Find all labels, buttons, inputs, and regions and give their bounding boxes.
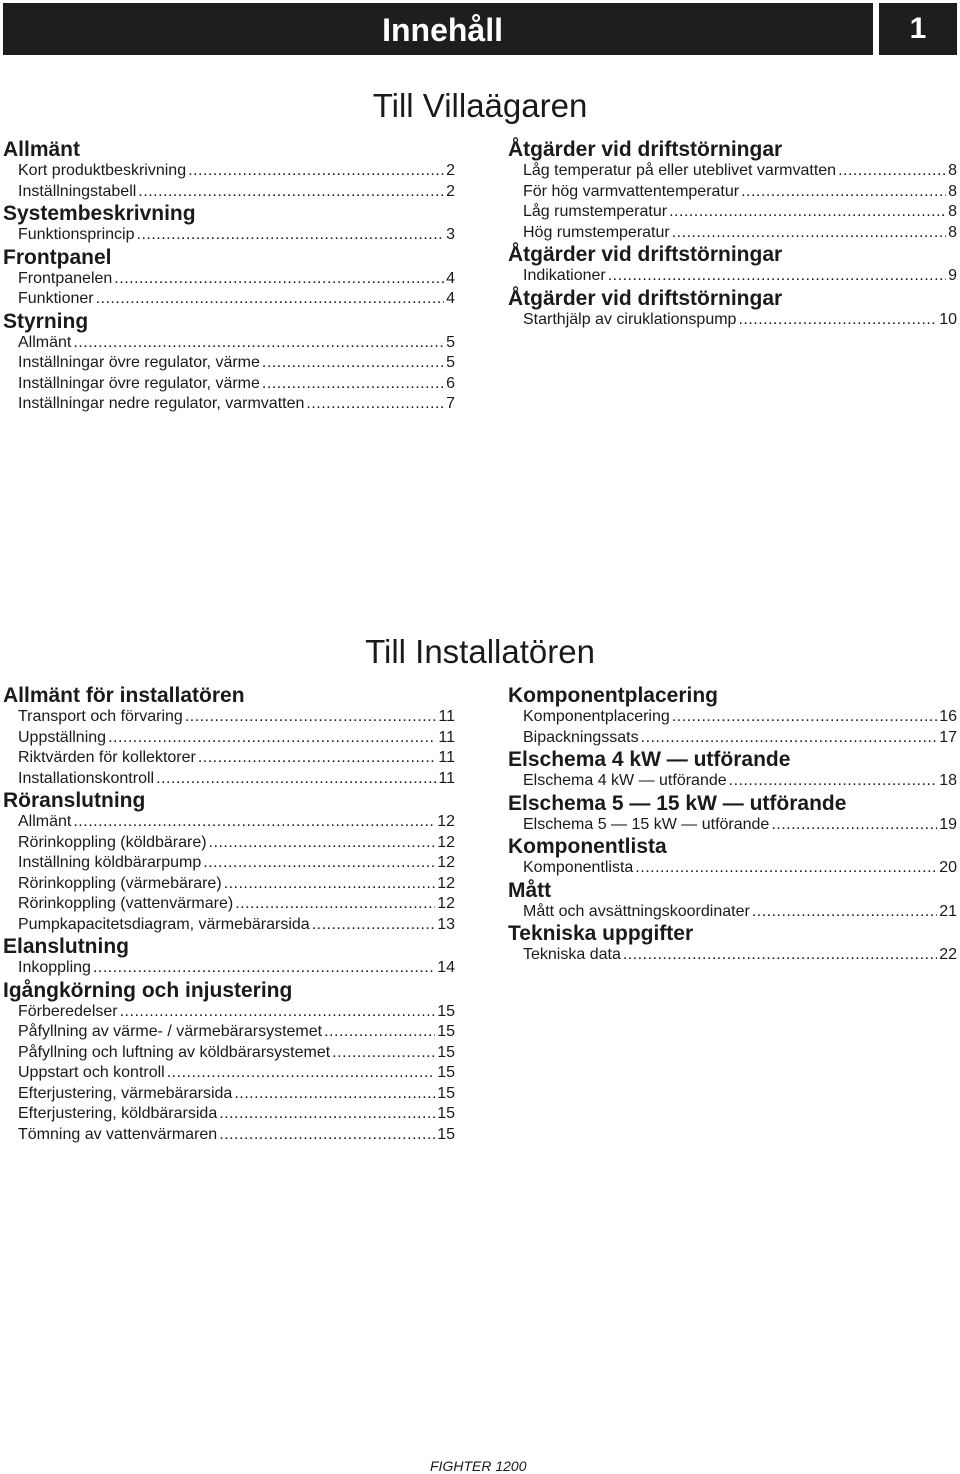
toc-page-number: 12 (437, 833, 455, 851)
toc-heading: Elanslutning (3, 935, 129, 958)
toc-column-villa-right (508, 138, 957, 330)
toc-entry-list (18, 161, 455, 202)
toc-entry[interactable] (523, 310, 957, 331)
toc-page-number: 4 (446, 290, 455, 307)
dot-leader (672, 707, 937, 728)
toc-entry-text: Elschema 4 kW — utförande (523, 772, 727, 789)
toc-entry-list (523, 161, 957, 243)
page-number: 1 (879, 3, 957, 55)
toc-heading: Elschema 4 kW — utförande (508, 748, 791, 771)
toc-page-number: 3 (446, 226, 455, 243)
dot-leader (96, 289, 445, 310)
toc-entry-text: Rörinkoppling (värmebärare) (18, 874, 222, 892)
toc-heading: Allmänt (3, 138, 81, 161)
toc-entry-text: Frontpanelen (18, 269, 113, 287)
toc-page-number: 8 (948, 223, 957, 241)
toc-entry[interactable] (523, 223, 957, 244)
toc-entry[interactable] (18, 874, 455, 895)
toc-page-number: 11 (438, 728, 455, 746)
dot-leader (306, 394, 444, 415)
dot-leader (672, 223, 946, 244)
dot-leader (198, 748, 437, 769)
dot-leader (235, 894, 435, 915)
dot-leader (156, 769, 436, 790)
toc-entry[interactable] (18, 1063, 455, 1084)
section-title-installer: Till Installatören (365, 633, 595, 670)
toc-entry[interactable] (18, 728, 455, 749)
toc-entry-text: Inställningar nedre regulator, varmvatten (18, 395, 305, 412)
toc-entry-text: Hög rumstemperatur (523, 223, 670, 241)
toc-page-number: 12 (437, 854, 455, 871)
toc-page-number: 12 (437, 895, 455, 912)
toc-entry[interactable] (18, 161, 455, 182)
toc-heading: Komponentplacering (508, 684, 719, 707)
toc-heading: Elschema 5 — 15 kW — utförande (508, 791, 847, 815)
toc-entry-text: Funktioner (18, 290, 94, 307)
dot-leader (623, 945, 937, 966)
toc-entry[interactable] (18, 1043, 455, 1064)
toc-entry[interactable] (523, 707, 957, 728)
toc-entry-text: Komponentlista (523, 859, 634, 876)
toc-entry[interactable] (18, 269, 455, 290)
toc-entry-text: Indikationer (523, 267, 606, 284)
dot-leader (114, 269, 444, 290)
toc-page-number: 5 (446, 354, 455, 371)
dot-leader (203, 853, 435, 874)
toc-page-number: 4 (446, 269, 455, 287)
toc-entry-text: Påfyllning och luftning av köldbärarsystemet (18, 1043, 331, 1061)
toc-entry-text: Starthjälp av ciruklationspump (523, 310, 737, 328)
section-title-villa: Till Villaägaren (372, 87, 588, 124)
toc-entry-text: Rörinkoppling (köldbärare) (18, 833, 207, 851)
toc-heading: Allmänt för installatören (3, 684, 245, 707)
toc-entry-text: Pumpkapacitetsdiagram, värmebärarsida (18, 915, 310, 933)
toc-page-number: 2 (446, 162, 455, 179)
dot-leader (262, 353, 444, 374)
toc-entry-list (523, 902, 957, 923)
toc-entry[interactable] (18, 1002, 455, 1023)
dot-leader (73, 333, 444, 354)
toc-entry-list (18, 1002, 455, 1146)
toc-heading: Åtgärder vid driftstörningar (508, 138, 783, 161)
toc-entry-list (18, 333, 455, 415)
toc-entry-text: Uppstart och kontroll (18, 1064, 165, 1081)
toc-page-number: 20 (939, 859, 957, 876)
toc-entry-list (523, 310, 957, 331)
toc-entry[interactable] (18, 707, 455, 728)
toc-heading: Tekniska uppgifter (508, 922, 694, 945)
toc-page-number: 15 (437, 1105, 455, 1122)
dot-leader (635, 858, 937, 879)
toc-entry-text: Transport och förvaring (18, 708, 183, 725)
toc-heading: Komponentlista (508, 835, 667, 858)
toc-column-villa-left (3, 138, 455, 415)
dot-leader (838, 161, 946, 182)
toc-entry-text: Låg rumstemperatur (523, 203, 668, 220)
dot-leader (138, 182, 444, 203)
toc-heading: Frontpanel (3, 245, 112, 269)
dot-leader (224, 874, 436, 895)
dot-leader (641, 728, 938, 749)
toc-page-number: 21 (939, 902, 957, 920)
toc-heading: Röranslutning (3, 789, 146, 812)
header-bar (3, 3, 873, 55)
dot-leader (219, 1125, 435, 1146)
dot-leader (332, 1043, 435, 1064)
toc-entry-list (18, 812, 455, 935)
toc-entry[interactable] (18, 1125, 455, 1146)
toc-entry-text: Kort produktbeskrivning (18, 162, 187, 179)
dot-leader (752, 902, 937, 923)
toc-heading: Mått (508, 878, 552, 902)
toc-column-installer-right (508, 684, 957, 966)
toc-entry-list (523, 815, 957, 836)
toc-entry[interactable] (18, 915, 455, 936)
toc-entry[interactable] (18, 812, 455, 833)
toc-entry[interactable] (523, 858, 957, 879)
toc-entry[interactable] (523, 815, 957, 836)
toc-page-number: 18 (939, 772, 957, 789)
toc-entry-list (523, 771, 957, 792)
toc-entry[interactable] (523, 202, 957, 223)
toc-page-number: 12 (437, 813, 455, 830)
footer-model-name: FIGHTER 1200 (430, 1458, 527, 1474)
toc-entry[interactable] (18, 333, 455, 354)
dot-leader (209, 833, 436, 854)
toc-entry-text: För hög varmvattentemperatur (523, 182, 740, 200)
toc-page-number: 15 (437, 1084, 455, 1102)
toc-entry-text: Bipackningssats (523, 728, 639, 746)
toc-entry-list (18, 958, 455, 979)
toc-page-number: 8 (948, 182, 957, 200)
dot-leader (729, 771, 938, 792)
dot-leader (741, 182, 946, 203)
toc-entry-text: Efterjustering, värmebärarsida (18, 1084, 233, 1102)
dot-leader (73, 812, 435, 833)
dot-leader (93, 958, 435, 979)
toc-entry[interactable] (18, 958, 455, 979)
toc-entry[interactable] (523, 182, 957, 203)
toc-entry[interactable] (523, 728, 957, 749)
dot-leader (219, 1104, 435, 1125)
toc-entry[interactable] (18, 374, 455, 395)
toc-entry-text: Förberedelser (18, 1002, 118, 1020)
toc-entry-text: Uppställning (18, 728, 107, 746)
dot-leader (771, 815, 937, 836)
toc-heading: Åtgärder vid driftstörningar (508, 286, 783, 310)
dot-leader (188, 161, 444, 182)
toc-entry-text: Komponentplacering (523, 708, 670, 725)
toc-entry[interactable] (18, 894, 455, 915)
dot-leader (120, 1002, 436, 1023)
toc-entry[interactable] (18, 769, 455, 790)
toc-entry-list (523, 266, 957, 287)
toc-page-number: 7 (446, 395, 455, 412)
toc-entry[interactable] (18, 353, 455, 374)
toc-entry[interactable] (523, 771, 957, 792)
toc-entry-text: Inställningar övre regulator, värme (18, 354, 260, 371)
toc-entry[interactable] (18, 853, 455, 874)
toc-entry-text: Inkoppling (18, 959, 91, 976)
page-title: Innehåll (382, 12, 503, 48)
toc-entry-text: Rörinkoppling (vattenvärmare) (18, 895, 234, 912)
toc-entry-text: Allmänt (18, 333, 72, 351)
dot-leader (312, 915, 436, 936)
toc-entry[interactable] (18, 225, 455, 246)
toc-page-number: 17 (939, 728, 957, 746)
toc-page-number: 6 (446, 374, 455, 392)
toc-entry-text: Funktionsprincip (18, 226, 135, 243)
toc-page-number: 9 (948, 267, 957, 284)
dot-leader (167, 1063, 435, 1084)
dot-leader (234, 1084, 435, 1105)
dot-leader (108, 728, 436, 749)
toc-heading: Styrning (3, 309, 89, 333)
toc-page-number: 14 (437, 959, 455, 976)
toc-entry-text: Inställningar övre regulator, värme (18, 374, 260, 392)
toc-entry-text: Efterjustering, köldbärarsida (18, 1105, 218, 1122)
toc-page-number: 16 (939, 708, 957, 725)
toc-entry-text: Allmänt (18, 813, 72, 830)
toc-heading: Igångkörning och injustering (3, 978, 293, 1002)
toc-entry-text: Installationskontroll (18, 769, 155, 787)
toc-entry[interactable] (18, 1084, 455, 1105)
toc-entry[interactable] (18, 748, 455, 769)
toc-column-installer-left (3, 684, 455, 1145)
toc-page-number: 15 (437, 1002, 455, 1020)
dot-leader (738, 310, 937, 331)
toc-entry-text: Mått och avsättningskoordinater (523, 902, 750, 920)
toc-entry[interactable] (18, 1022, 455, 1043)
toc-entry[interactable] (523, 945, 957, 966)
toc-entry[interactable] (18, 394, 455, 415)
toc-entry-text: Riktvärden för kollektorer (18, 749, 196, 766)
toc-entry[interactable] (18, 1104, 455, 1125)
toc-entry-list (523, 858, 957, 879)
toc-page-number: 13 (437, 915, 455, 933)
dot-leader (324, 1022, 435, 1043)
toc-entry[interactable] (18, 833, 455, 854)
toc-entry-text: Tömning av vattenvärmaren (18, 1125, 218, 1143)
toc-page-number: 15 (437, 1043, 455, 1061)
toc-entry[interactable] (523, 902, 957, 923)
dot-leader (669, 202, 946, 223)
toc-entry-list (18, 707, 455, 789)
toc-page-number: 12 (437, 874, 455, 892)
toc-heading: Systembeskrivning (3, 202, 196, 225)
toc-page-number: 15 (437, 1125, 455, 1143)
toc-entry[interactable] (523, 266, 957, 287)
toc-page-number: 22 (939, 946, 957, 963)
toc-entry-text: Påfyllning av värme- / värmebärarsystemet (18, 1023, 323, 1040)
toc-page-number: 11 (438, 769, 455, 787)
toc-page-number: 11 (438, 749, 455, 766)
toc-entry[interactable] (523, 161, 957, 182)
toc-page-number: 11 (438, 708, 455, 725)
toc-page-number: 15 (437, 1064, 455, 1081)
toc-entry-list (523, 707, 957, 748)
toc-page-number: 8 (948, 162, 957, 179)
toc-entry-text: Inställningstabell (18, 182, 137, 200)
toc-entry[interactable] (18, 182, 455, 203)
toc-page-number: 5 (446, 333, 455, 351)
dot-leader (185, 707, 437, 728)
toc-entry-list (523, 945, 957, 966)
toc-entry-list (18, 269, 455, 310)
dot-leader (137, 225, 445, 246)
dot-leader (262, 374, 444, 395)
toc-page-number: 15 (437, 1023, 455, 1040)
toc-entry-list (18, 225, 455, 246)
toc-entry-text: Låg temperatur på eller uteblivet varmvatten (523, 162, 837, 179)
toc-page-number: 8 (948, 203, 957, 220)
toc-entry-text: Elschema 5 — 15 kW — utförande (523, 815, 770, 833)
toc-entry-text: Inställning köldbärarpump (18, 854, 202, 871)
dot-leader (608, 266, 946, 287)
toc-entry[interactable] (18, 289, 455, 310)
toc-heading: Åtgärder vid driftstörningar (508, 243, 783, 266)
toc-page-number: 19 (939, 815, 957, 833)
toc-page-number: 10 (939, 310, 957, 328)
toc-entry-text: Tekniska data (523, 946, 621, 963)
toc-page-number: 2 (446, 182, 455, 200)
